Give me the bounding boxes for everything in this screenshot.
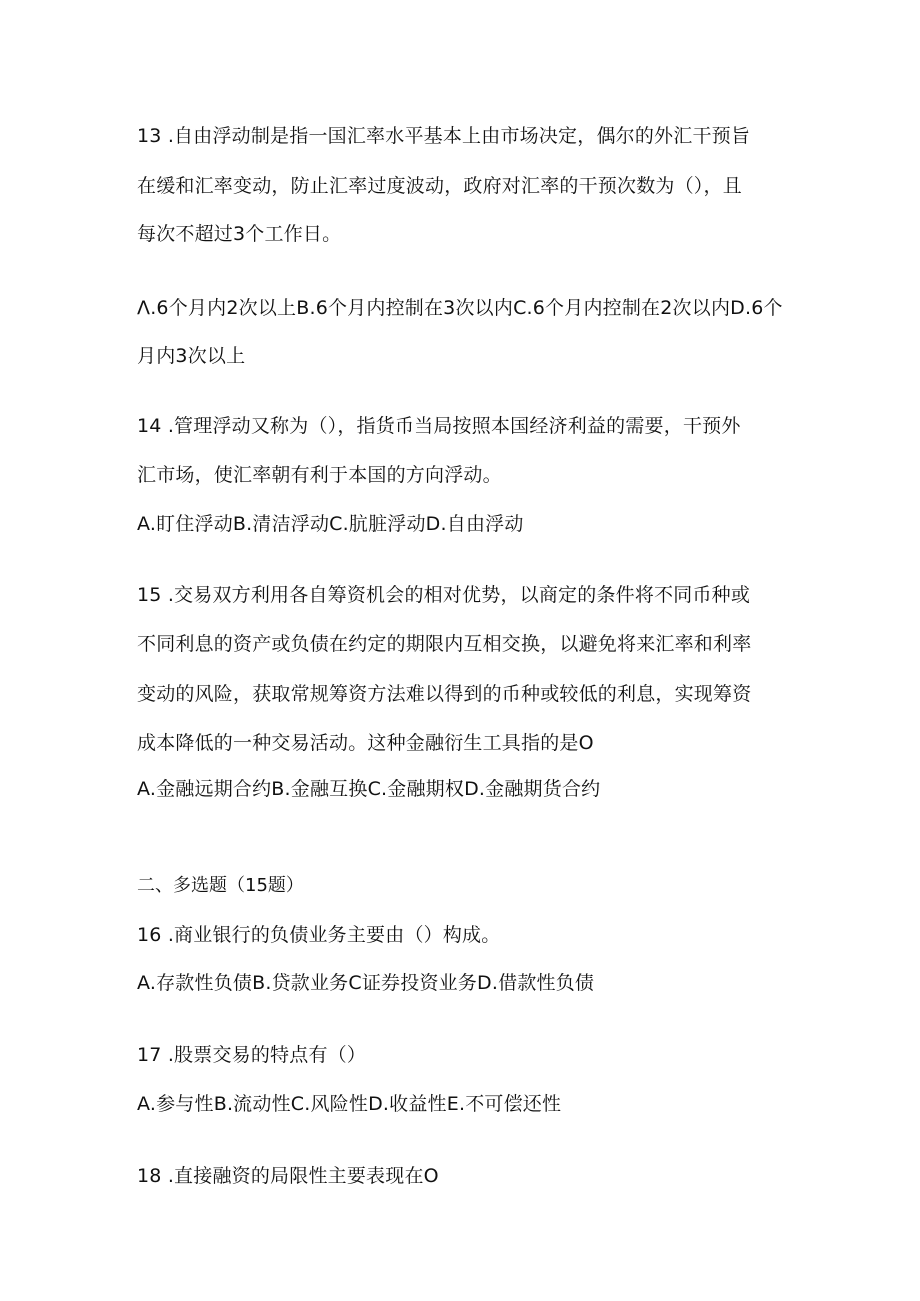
- q16-options: A.存款性负债B.贷款业务C证券投资业务D.借款性负债: [137, 972, 595, 994]
- q14-options: A.盯住浮动B.清洁浮动C.肮脏浮动D.自由浮动: [137, 513, 524, 535]
- q13-line3: 每次不超过3个工作日。: [137, 223, 342, 245]
- q15-options: A.金融远期合约B.金融互换C.金融期权D.金融期货合约: [137, 778, 601, 800]
- q18-line1: 18 .直接融资的局限性主要表现在O: [137, 1165, 439, 1187]
- q13-options-line2: 月内3次以上: [137, 345, 246, 367]
- q14-line2: 汇市场，使汇率朝有利于本国的方向浮动。: [137, 464, 502, 486]
- q15-line1: 15 .交易双方利用各自筹资机会的相对优势，以商定的条件将不同币种或: [137, 584, 751, 606]
- section-title: 二、多选题（15题）: [137, 875, 304, 896]
- q16-line1: 16 .商业银行的负债业务主要由（）构成。: [137, 924, 501, 946]
- q13-line1: 13 .自由浮动制是指一国汇率水平基本上由市场决定，偶尔的外汇干预旨: [137, 125, 751, 147]
- q13-options-line1: Λ.6个月内2次以上B.6个月内控制在3次以内C.6个月内控制在2次以内D.6个: [137, 297, 783, 319]
- q15-line3: 变动的风险，获取常规筹资方法难以得到的币种或较低的利息，实现筹资: [137, 683, 752, 705]
- q15-line2: 不同利息的资产或负债在约定的期限内互相交换，以避免将来汇率和利率: [137, 633, 752, 655]
- q17-options: A.参与性B.流动性C.风险性D.收益性E.不可偿还性: [137, 1093, 562, 1115]
- q13-line2: 在缓和汇率变动，防止汇率过度波动，政府对汇率的干预次数为（），且: [137, 175, 742, 197]
- q14-line1: 14 .管理浮动又称为（），指货币当局按照本国经济利益的需要，干预外: [137, 415, 741, 437]
- q17-line1: 17 .股票交易的特点有（）: [137, 1044, 367, 1066]
- q15-line4: 成本降低的一种交易活动。这种金融衍生工具指的是O: [137, 732, 594, 754]
